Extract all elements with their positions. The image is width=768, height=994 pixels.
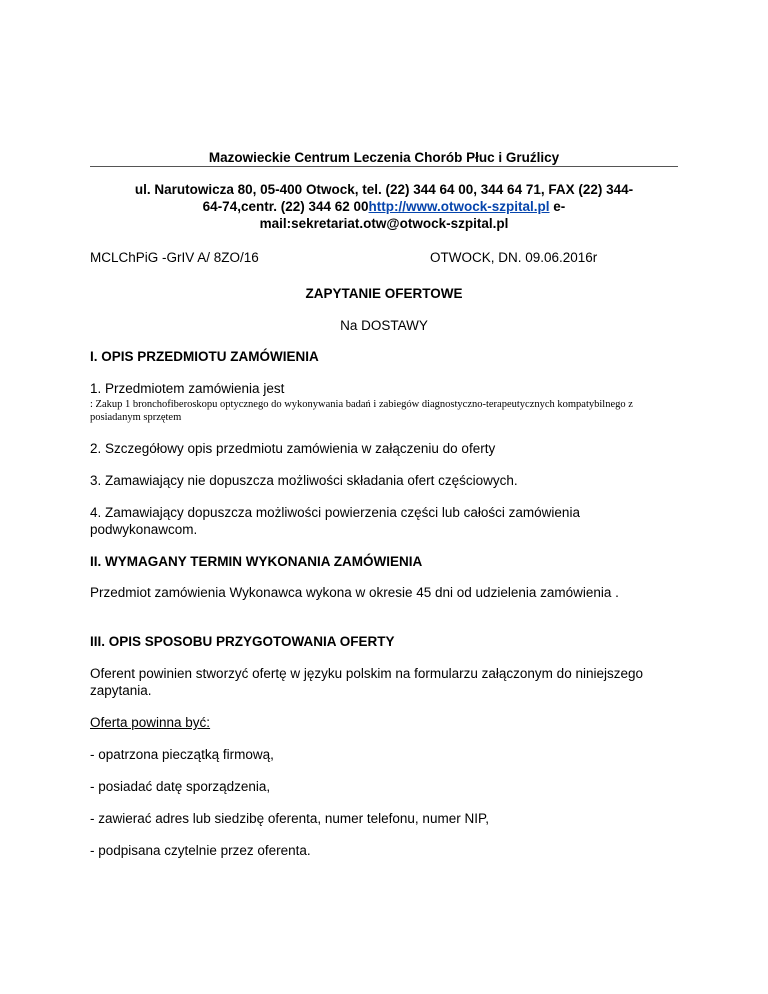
address-block — [90, 181, 678, 232]
section-1-item-4: 4. Zamawiający dopuszcza możliwości powierzenia części lub całości zamówienia podwykonawcom. — [90, 505, 580, 537]
header-divider — [90, 166, 678, 167]
section-3-heading: III. OPIS SPOSOBU PRZYGOTOWANIA OFERTY — [90, 634, 395, 649]
address-line-2-prefix: 64-74,centr. (22) 344 62 00 — [202, 199, 369, 214]
section-2-text: Przedmiot zamówienia Wykonawca wykona w okresie 45 dni od udzielenia zamówienia . — [90, 585, 619, 600]
organization-name: Mazowieckie Centrum Leczenia Chorób Płuc i Gruźlicy — [208, 150, 560, 165]
section-1-heading: I. OPIS PRZEDMIOTU ZAMÓWIENIA — [90, 349, 319, 364]
document-title: ZAPYTANIE OFERTOWE — [305, 286, 463, 301]
address-line-3: mail:sekretariat.otw@otwock-szpital.pl — [259, 216, 509, 231]
address-line-1: ul. Narutowicza 80, 05-400 Otwock, tel. (22) 344 64 00, 344 64 71, FAX (22) 344- — [134, 182, 634, 197]
reference-number: MCLChPiG -GrIV A/ 8ZO/16 — [90, 250, 259, 265]
requirement-item: - opatrzona pieczątką firmową, — [90, 747, 274, 762]
document-subtitle: Na DOSTAWY — [340, 318, 428, 333]
address-line-2 — [90, 198, 678, 215]
document-date: OTWOCK, DN. 09.06.2016r — [430, 250, 598, 265]
section-3-text: Oferent powinien stworzyć ofertę w języku polskim na formularzu załączonym do niniejszego zapytania. — [90, 666, 643, 698]
section-1-item-1: 1. Przedmiotem zamówienia jest — [90, 381, 285, 396]
section-1-item-1-detail: : Zakup 1 bronchofiberoskopu optycznego do wykonywania badań i zabiegów diagnostyczno-terapeutycznych kompatybilnego z posiadanym sprzętem — [90, 399, 633, 423]
section-2-heading: II. WYMAGANY TERMIN WYKONANIA ZAMÓWIENIA — [90, 554, 423, 569]
address-line-2-suffix: e- — [549, 199, 566, 214]
section-1-item-2: 2. Szczegółowy opis przedmiotu zamówienia w załączeniu do oferty — [90, 441, 496, 456]
requirements-label: Oferta powinna być: — [90, 715, 211, 730]
requirement-item: - podpisana czytelnie przez oferenta. — [90, 843, 311, 858]
requirement-item: - posiadać datę sporządzenia, — [90, 779, 271, 794]
website-link[interactable]: http://www.otwock-szpital.pl — [368, 199, 550, 214]
requirement-item: - zawierać adres lub siedzibę oferenta, numer telefonu, numer NIP, — [90, 811, 489, 826]
section-1-item-3: 3. Zamawiający nie dopuszcza możliwości składania ofert częściowych. — [90, 473, 518, 488]
